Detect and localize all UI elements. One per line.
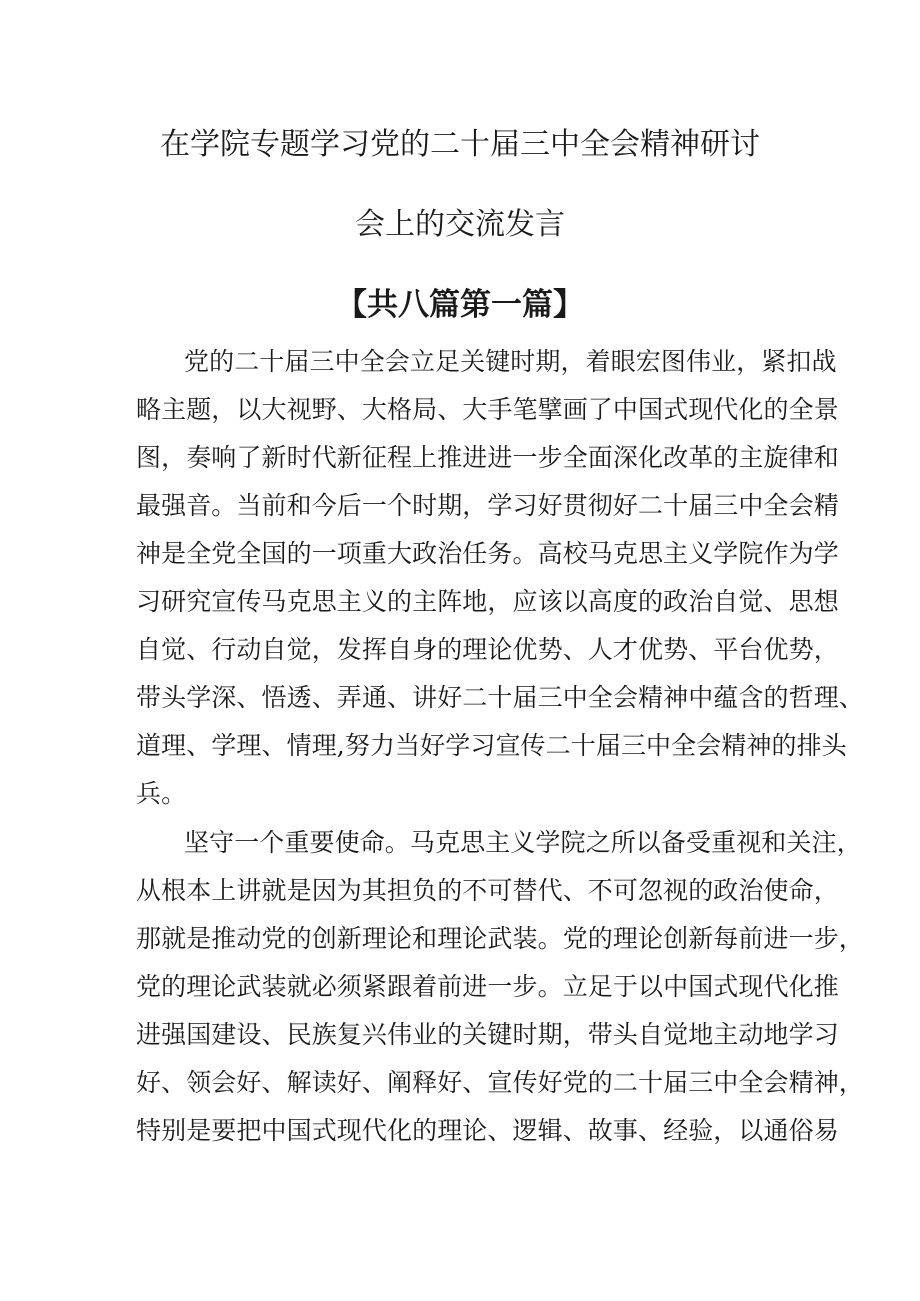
- paragraph-2-line: 特别是要把中国式现代化的理论、逻辑、故事、经验，以通俗易: [136, 1116, 839, 1145]
- document-title-line-2: 会上的交流发言: [355, 207, 565, 242]
- paragraph-2-line: 好、领会好、解读好、阐释好、宣传好党的二十届三中全会精神，: [136, 1068, 864, 1097]
- paragraph-2-line: 进强国建设、民族复兴伟业的关键时期，带头自觉地主动地学习: [136, 1020, 839, 1049]
- paragraph-1-line: 神是全党全国的一项重大政治任务。高校马克思主义学院作为学: [136, 539, 839, 568]
- paragraph-1-line: 党的二十届三中全会立足关键时期，着眼宏图伟业，紧扣战: [184, 347, 837, 376]
- paragraph-1-line: 最强音。当前和今后一个时期，学习好贯彻好二十届三中全会精: [136, 491, 839, 520]
- document-subtitle: 【共八篇第一篇】: [336, 287, 584, 323]
- paragraph-1-line: 道理、学理、情理,努力当好学习宣传二十届三中全会精神的排头: [136, 731, 847, 760]
- paragraph-1-line: 略主题，以大视野、大格局、大手笔擘画了中国式现代化的全景: [136, 395, 839, 424]
- paragraph-1-line: 自觉、行动自觉，发挥自身的理论优势、人才优势、平台优势，: [136, 635, 839, 664]
- paragraph-1-line: 图，奏响了新时代新征程上推进进一步全面深化改革的主旋律和: [136, 443, 839, 472]
- paragraph-2-line: 党的理论武装就必须紧跟着前进一步。立足于以中国式现代化推: [136, 972, 839, 1001]
- paragraph-1-line: 习研究宣传马克思主义的主阵地，应该以高度的政治自觉、思想: [136, 587, 839, 616]
- paragraph-2-line: 从根本上讲就是因为其担负的不可替代、不可忽视的政治使命，: [136, 876, 839, 905]
- document-title-line-1: 在学院专题学习党的二十届三中全会精神研讨: [160, 127, 760, 162]
- paragraph-1-line: 带头学深、悟透、弄通、讲好二十届三中全会精神中蕴含的哲理、: [136, 683, 864, 712]
- paragraph-2-line: 那就是推动党的创新理论和理论武装。党的理论创新每前进一步，: [136, 924, 864, 953]
- paragraph-1-line: 兵。: [136, 779, 187, 808]
- paragraph-2-line: 坚守一个重要使命。马克思主义学院之所以备受重视和关注，: [184, 828, 862, 857]
